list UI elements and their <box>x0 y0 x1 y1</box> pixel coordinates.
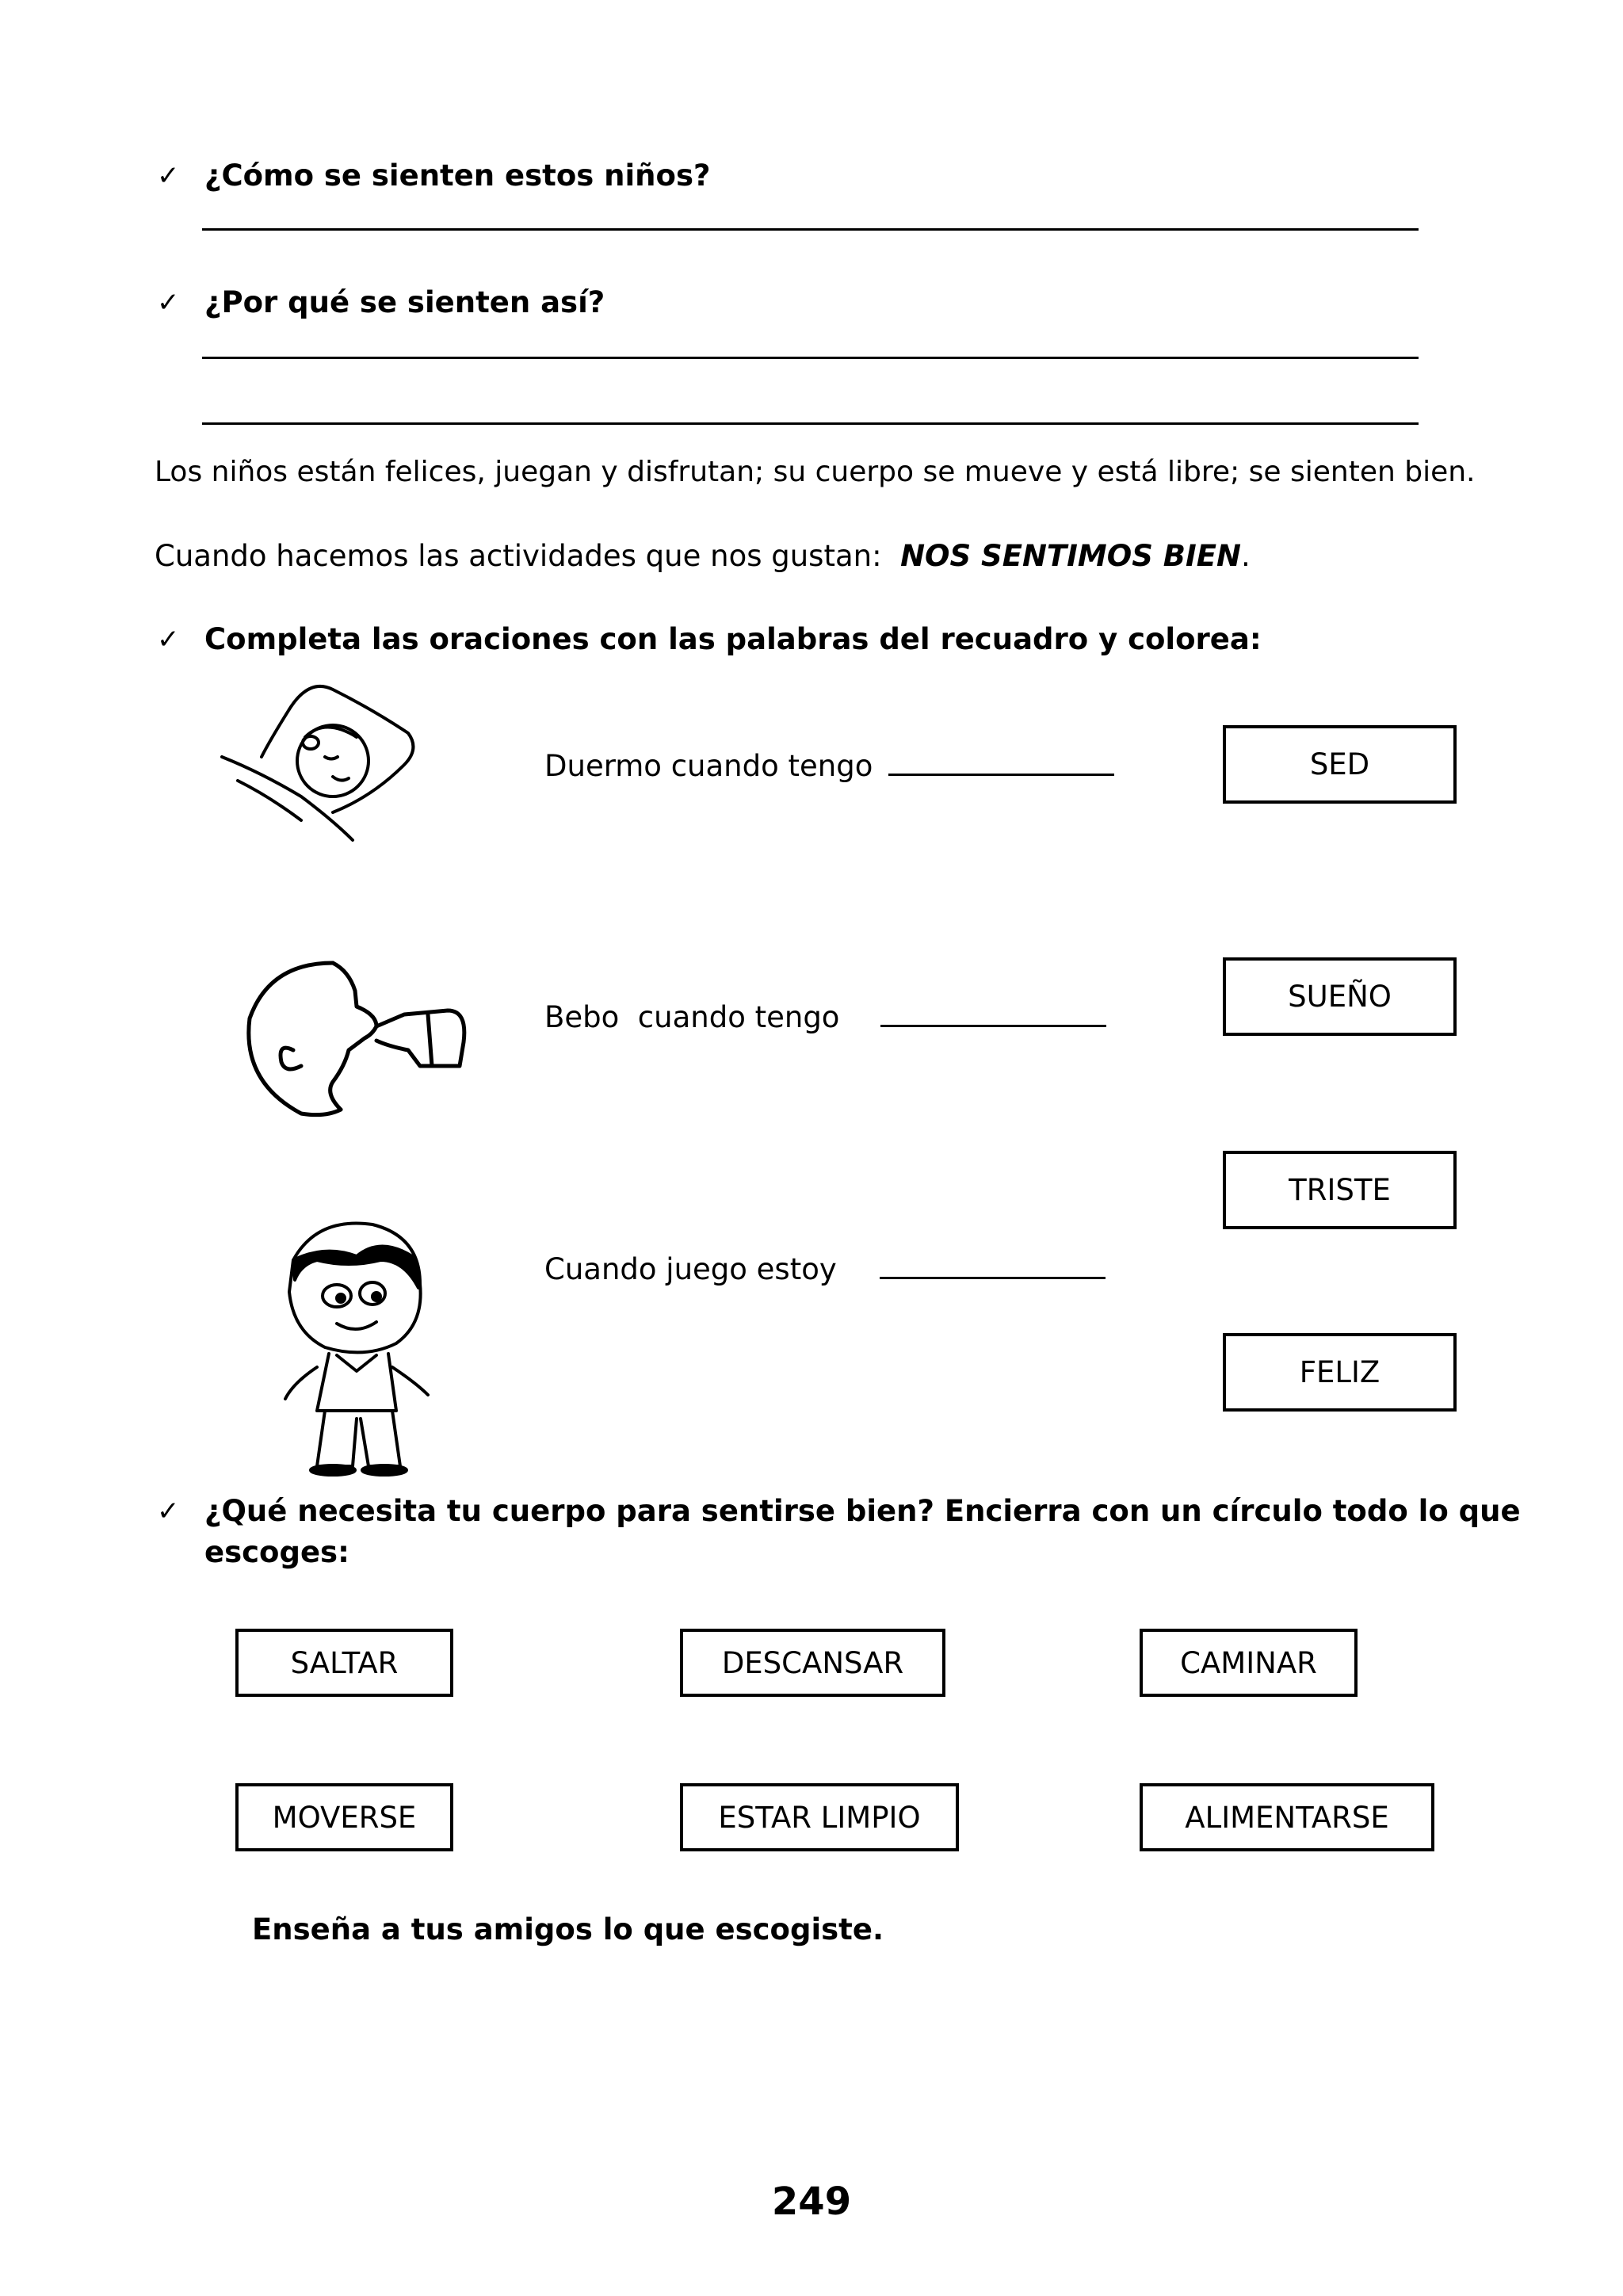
word-bank-sed[interactable]: SED <box>1223 725 1457 804</box>
page-number: 249 <box>771 2179 852 2224</box>
option-saltar[interactable]: SALTAR <box>235 1629 453 1697</box>
exercise2-instruction-line2: escoges: <box>204 1535 349 1569</box>
answer-line-1[interactable] <box>202 228 1419 231</box>
question-how-feel: ¿Cómo se sienten estos niños? <box>204 159 711 193</box>
sentence-play-text: Cuando juego estoy <box>544 1252 837 1286</box>
paragraph-children-happy: Los niños están felices, juegan y disfrutan; su cuerpo se mueve y está libre; se sienten bien. <box>155 456 1476 488</box>
option-descansar[interactable]: DESCANSAR <box>680 1629 945 1697</box>
checkmark-icon: ✓ <box>157 624 180 655</box>
answer-line-2[interactable] <box>202 357 1419 359</box>
paragraph-feel-good-prefix: Cuando hacemos las actividades que nos gustan: <box>155 539 882 573</box>
closing-instruction: Enseña a tus amigos lo que escogiste. <box>252 1912 884 1946</box>
word-bank-triste[interactable]: TRISTE <box>1223 1151 1457 1229</box>
sentence-play <box>544 1252 1106 1286</box>
blank-play[interactable] <box>880 1253 1106 1279</box>
answer-line-3[interactable] <box>202 422 1419 425</box>
sentence-drink <box>544 1000 1106 1034</box>
happy-boy-icon <box>262 1213 460 1478</box>
sentence-sleep-text: Duermo cuando tengo <box>544 749 873 783</box>
word-bank-sueno[interactable]: SUEÑO <box>1223 957 1457 1036</box>
word-bank-feliz[interactable]: FELIZ <box>1223 1333 1457 1412</box>
sentence-drink-text: Bebo cuando tengo <box>544 1000 840 1034</box>
sentence-sleep <box>544 749 1114 783</box>
option-alimentarse[interactable]: ALIMENTARSE <box>1140 1783 1434 1851</box>
option-moverse[interactable]: MOVERSE <box>235 1783 453 1851</box>
checkmark-icon: ✓ <box>157 287 180 319</box>
option-caminar[interactable]: CAMINAR <box>1140 1629 1358 1697</box>
paragraph-feel-good-suffix: . <box>1240 539 1251 573</box>
exercise2-instruction-line1: ¿Qué necesita tu cuerpo para sentirse bien? Encierra con un círculo todo lo que <box>204 1494 1521 1528</box>
checkmark-icon: ✓ <box>157 160 180 192</box>
sleeping-child-icon <box>214 662 420 844</box>
option-estar-limpio[interactable]: ESTAR LIMPIO <box>680 1783 959 1851</box>
drinking-person-icon <box>238 955 483 1121</box>
blank-drink[interactable] <box>880 1001 1106 1027</box>
checkmark-icon: ✓ <box>157 1496 180 1527</box>
exercise1-instruction: Completa las oraciones con las palabras del recuadro y colorea: <box>204 622 1262 656</box>
question-why-feel: ¿Por qué se sienten así? <box>204 285 605 319</box>
paragraph-feel-good <box>155 539 1251 573</box>
blank-sleep[interactable] <box>888 750 1114 776</box>
paragraph-feel-good-emphasis: NOS SENTIMOS BIEN <box>900 539 1241 573</box>
